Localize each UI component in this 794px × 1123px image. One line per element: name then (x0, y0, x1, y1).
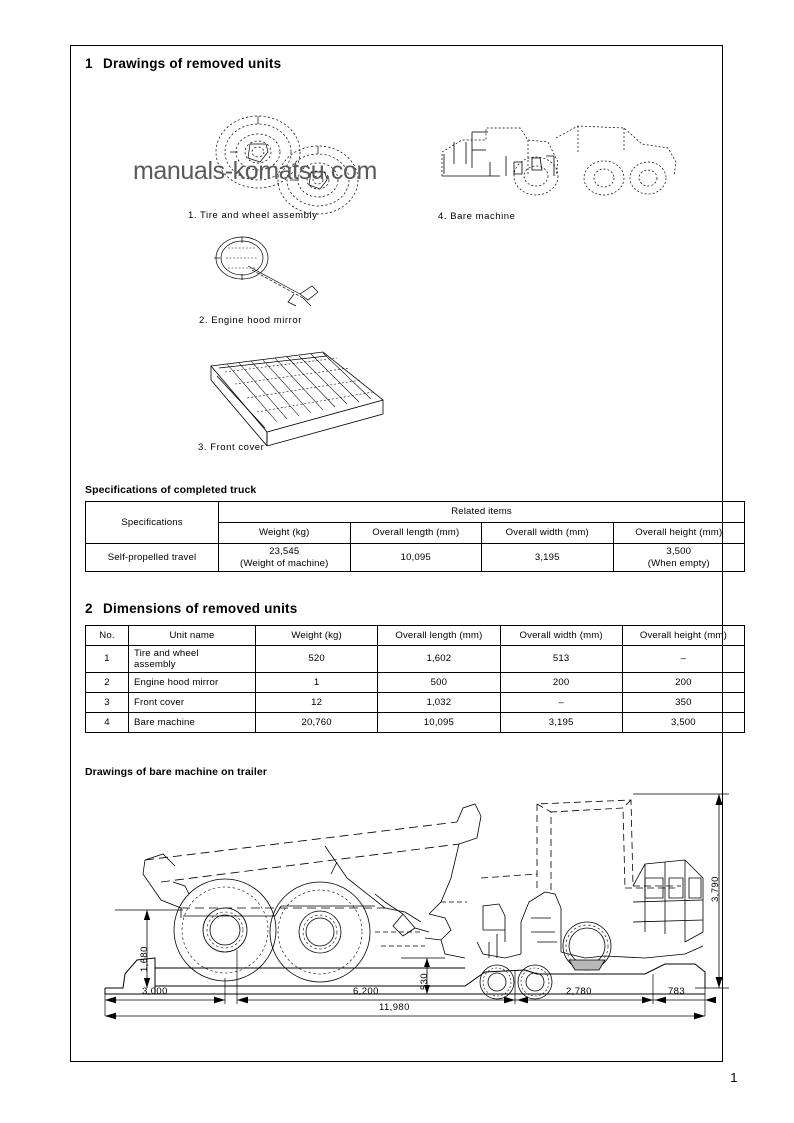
header-related-items: Related items (219, 502, 745, 523)
cell-weight-value: 23,545 (269, 546, 300, 557)
dim-segment-rear: 2,780 (566, 986, 592, 997)
cell-unit-name: Front cover (129, 693, 256, 713)
cell-overall-height: 350 (622, 693, 744, 713)
header-overall-height: Overall height (mm) (613, 523, 745, 544)
cell-unit-name (129, 646, 256, 673)
completed-truck-table (85, 501, 745, 572)
page-number: 1 (730, 1070, 738, 1085)
cell-overall-width: 513 (500, 646, 622, 673)
cell-weight: 20,760 (256, 713, 378, 733)
dim-segment-front: 3,000 (142, 986, 168, 997)
removed-units-dimensions-table (85, 625, 745, 733)
front-cover-drawing (205, 346, 390, 446)
cell-weight: 12 (256, 693, 378, 713)
header-specifications: Specifications (86, 502, 219, 544)
header-overall-width: Overall width (mm) (500, 626, 622, 646)
dim-segment-middle: 6,200 (353, 986, 379, 997)
section-2-title: Dimensions of removed units (103, 601, 298, 616)
cell-overall-height (613, 544, 745, 572)
trailer-drawing-heading: Drawings of bare machine on trailer (85, 766, 268, 778)
cell-overall-length: 1,032 (378, 693, 500, 713)
header-overall-width: Overall width (mm) (482, 523, 614, 544)
site-watermark: manuals-komatsu.com (133, 157, 377, 185)
table-row (86, 713, 745, 733)
table-header-row (86, 626, 745, 646)
section-1-number: 1 (85, 56, 93, 71)
cell-unit-name: Engine hood mirror (129, 673, 256, 693)
cell-overall-length: 10,095 (350, 544, 482, 572)
cell-overall-height: 200 (622, 673, 744, 693)
section-1-title: Drawings of removed units (103, 56, 282, 71)
header-weight: Weight (kg) (256, 626, 378, 646)
figure-1-caption: 1. Tire and wheel assembly (188, 210, 318, 221)
trailer-svg (85, 782, 730, 1022)
completed-truck-heading: Specifications of completed truck (85, 484, 257, 496)
dim-deck-height: 530 (419, 972, 430, 990)
cell-overall-height: – (622, 646, 744, 673)
bare-machine-drawing (428, 118, 688, 203)
figure-2-caption: 2. Engine hood mirror (199, 315, 302, 326)
cell-weight: 1 (256, 673, 378, 693)
table-row (86, 693, 745, 713)
header-weight: Weight (kg) (219, 523, 351, 544)
cell-overall-height-note: (When empty) (647, 557, 710, 569)
header-unit-name: Unit name (129, 626, 256, 646)
cell-overall-length: 10,095 (378, 713, 500, 733)
cell-overall-height-value: 3,500 (666, 546, 692, 557)
figure-4-caption: 4. Bare machine (438, 211, 516, 222)
cell-weight: 520 (256, 646, 378, 673)
header-overall-length: Overall length (mm) (350, 523, 482, 544)
dim-height-right: 3,790 (710, 876, 721, 902)
cell-no: 4 (86, 713, 129, 733)
cell-overall-length: 500 (378, 673, 500, 693)
table-row (86, 673, 745, 693)
section-2-heading (85, 601, 297, 616)
figure-3-caption: 3. Front cover (198, 442, 265, 453)
cell-overall-width: – (500, 693, 622, 713)
row-label-self-propelled-travel: Self-propelled travel (86, 544, 219, 572)
bare-machine-on-trailer-drawing (85, 782, 730, 1022)
cell-no: 3 (86, 693, 129, 713)
section-2-number: 2 (85, 601, 93, 616)
cell-unit-name-line1: Tire and wheel (134, 648, 199, 659)
header-no: No. (86, 626, 129, 646)
cell-no: 2 (86, 673, 129, 693)
table-row (86, 544, 745, 572)
header-overall-height: Overall height (mm) (622, 626, 744, 646)
cell-no: 1 (86, 646, 129, 673)
cell-overall-width: 3,195 (482, 544, 614, 572)
dim-total-length: 11,980 (379, 1002, 410, 1013)
engine-hood-mirror-drawing (208, 236, 348, 316)
cell-overall-height: 3,500 (622, 713, 744, 733)
section-1-heading (85, 56, 281, 71)
cell-overall-length: 1,602 (378, 646, 500, 673)
table-row (86, 646, 745, 673)
cell-overall-width: 200 (500, 673, 622, 693)
removed-units-drawings (70, 88, 723, 476)
table-header-row (86, 502, 745, 523)
header-overall-length: Overall length (mm) (378, 626, 500, 646)
cell-unit-name-line2: assembly (134, 659, 176, 671)
cell-unit-name: Bare machine (129, 713, 256, 733)
dim-segment-tail: 783 (668, 986, 686, 997)
cell-overall-width: 3,195 (500, 713, 622, 733)
cell-weight-note: (Weight of machine) (239, 557, 329, 569)
cell-weight (219, 544, 351, 572)
dim-height-left: 1,680 (139, 946, 150, 972)
